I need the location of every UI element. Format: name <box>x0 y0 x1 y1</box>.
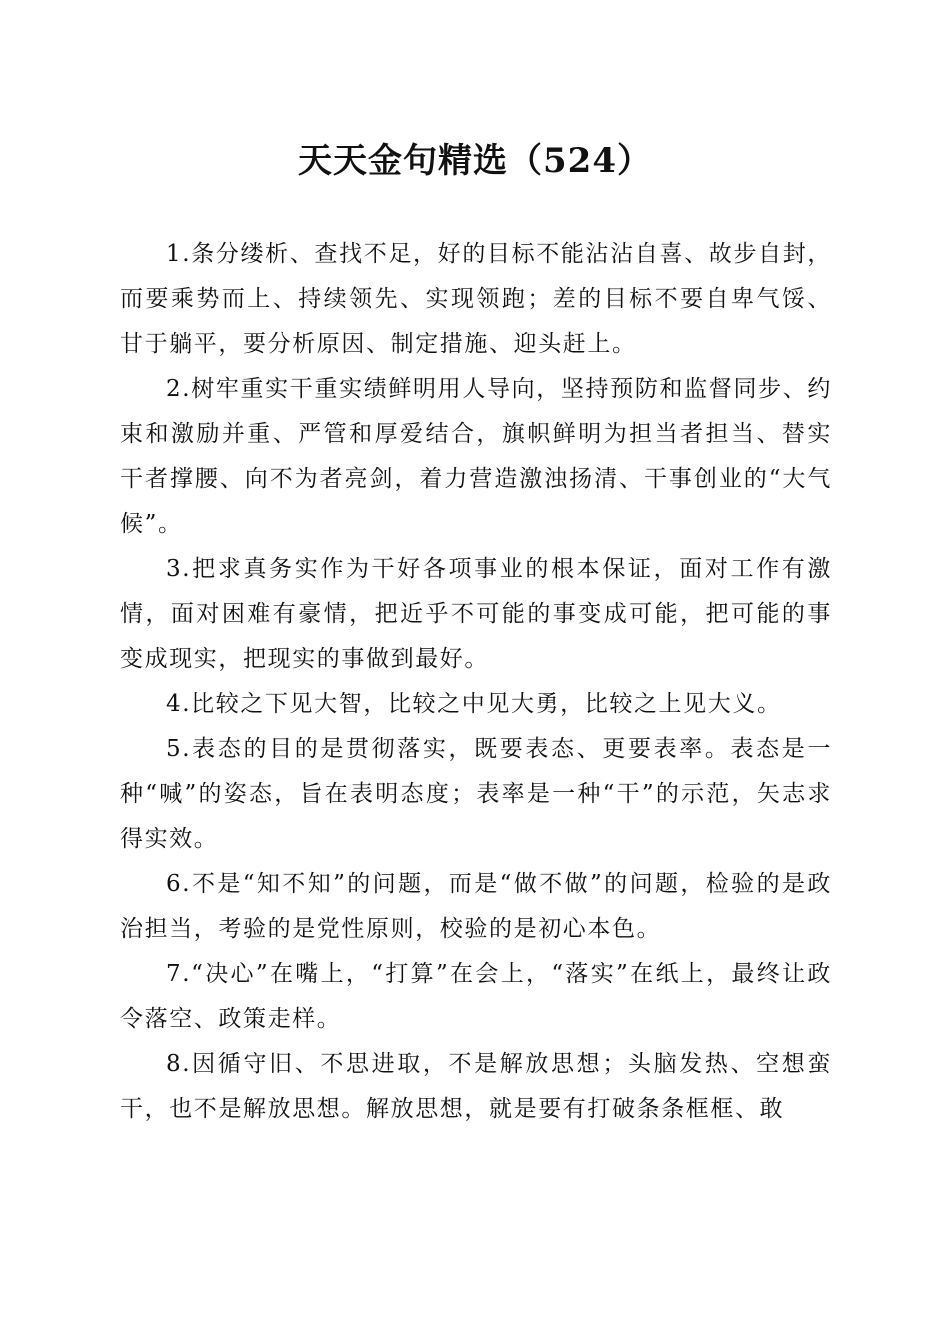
paragraph-8: 8.因循守旧、不思进取，不是解放思想；头脑发热、空想蛮干，也不是解放思想。解放思想，就是要有打破条条框框、敢 <box>120 1051 832 1122</box>
document-body <box>120 232 832 1132</box>
paragraph-7: 7.“决心”在嘴上，“打算”在会上，“落实”在纸上，最终让政令落空、政策走样。 <box>120 961 832 1032</box>
document-title: 天天金句精选（524） <box>298 141 652 181</box>
paragraph-5: 5.表态的目的是贯彻落实，既要表态、更要表率。表态是一种“喊”的姿态，旨在表明态度；表率是一种“干”的示范，矢志求得实效。 <box>120 736 832 852</box>
paragraph-4: 4.比较之下见大智，比较之中见大勇，比较之上见大义。 <box>166 691 782 717</box>
paragraph-1: 1.条分缕析、查找不足，好的目标不能沾沾自喜、故步自封，而要乘势而上、持续领先、实现领跑；差的目标不要自卑气馁、甘于躺平，要分析原因、制定措施、迎头赶上。 <box>120 241 832 357</box>
paragraph-3: 3.把求真务实作为干好各项事业的根本保证，面对工作有激情，面对困难有豪情，把近乎不可能的事变成可能，把可能的事变成现实，把现实的事做到最好。 <box>120 556 832 672</box>
paragraph-2: 2.树牢重实干重实绩鲜明用人导向，坚持预防和监督同步、约束和激励并重、严管和厚爱结合，旗帜鲜明为担当者担当、替实干者撑腰、向不为者亮剑，着力营造激浊扬清、干事创业的“大气候”。 <box>120 376 832 537</box>
paragraph-6: 6.不是“知不知”的问题，而是“做不做”的问题，检验的是政治担当，考验的是党性原则，校验的是初心本色。 <box>120 871 832 942</box>
